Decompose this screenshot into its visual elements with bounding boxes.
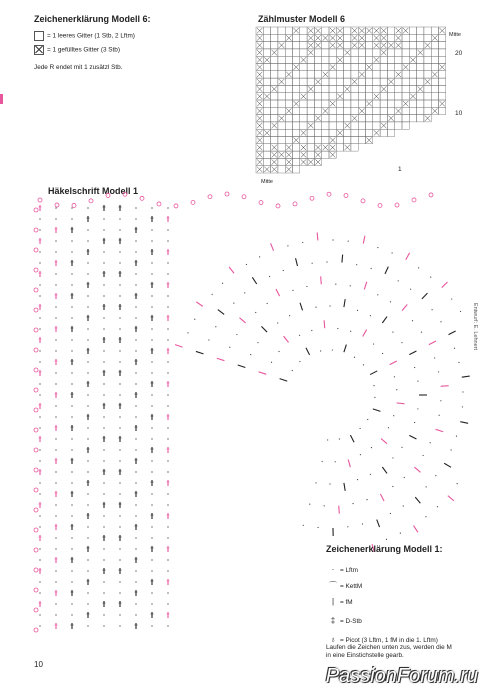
legend1-item: ♁ = Picot (3 Lftm, 1 fM in die 1. Lftm) xyxy=(326,632,438,648)
legend1-item: | = fM xyxy=(326,594,438,610)
legend6-filled: = 1 gefülltes Gitter (3 Stb) xyxy=(34,45,120,55)
slip-stitch-icon: ⌒ xyxy=(329,581,337,590)
legend1-title: Zeichenerklärung Modell 1: xyxy=(326,544,443,554)
row-20-label: 20 xyxy=(455,50,463,57)
legend6-empty: = 1 leeres Gitter (1 Stb, 2 Lftm) xyxy=(34,31,135,41)
row-1-label: 1 xyxy=(398,166,402,173)
legend1-item: ⌒ = KettM xyxy=(326,578,438,594)
legend1-item: ‡ = D-Stb xyxy=(326,610,438,632)
legend6-title: Zeichenerklärung Modell 6: xyxy=(34,14,151,24)
mitte-top-label: Mitte xyxy=(449,32,461,38)
legend6-note: Jede R endet mit 1 zusätzl Stb. xyxy=(34,64,123,71)
double-treble-icon: ‡ xyxy=(330,616,336,625)
count-grid xyxy=(256,27,446,173)
count-title: Zählmuster Modell 6 xyxy=(258,14,346,24)
row-10-label: 10 xyxy=(455,110,463,117)
watermark: PassionForum.ru xyxy=(325,665,478,687)
legend1-list xyxy=(326,562,438,648)
legend1-item: · = Lftm xyxy=(326,562,438,578)
page-number: 10 xyxy=(34,660,43,669)
mitte-bottom-label: Mitte xyxy=(261,179,273,185)
picot-icon: ♁ xyxy=(330,635,336,644)
side-credit: Entwurf: E. Lehnert xyxy=(472,302,478,350)
single-crochet-icon: | xyxy=(331,597,335,606)
crochet-title: Häkelschrift Modell 1 xyxy=(48,186,139,196)
chain-icon: · xyxy=(331,565,335,574)
legend1-note: Laufen die Zeichen unten zus, werden die M in eine Einstichstelle gearb. xyxy=(326,644,452,659)
